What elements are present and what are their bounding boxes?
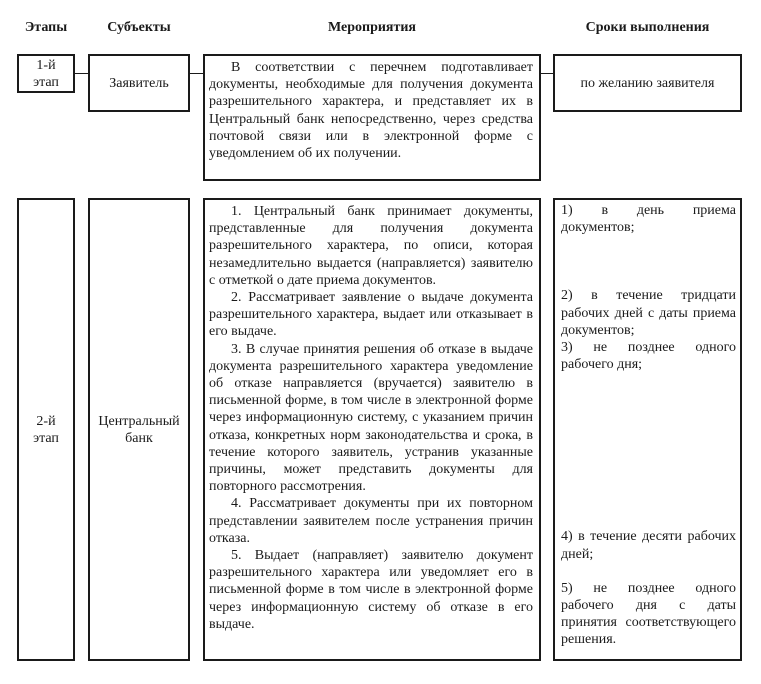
stage1-connector-3 (541, 73, 553, 74)
stage2-activity-box (203, 198, 541, 661)
stage1-activity-box (203, 54, 541, 181)
stage2-subject-box (88, 198, 190, 661)
spacer (561, 373, 736, 528)
stage2-stage-label: 2-й этап (33, 413, 59, 446)
stage1-deadline-label: по желанию заявителя (580, 75, 715, 91)
stage1-subject-box (88, 54, 190, 112)
stage2-deadline-item: 3) не позднее одного рабочего дня; (561, 340, 736, 373)
spacer (561, 563, 736, 580)
stage2-stage-box (17, 198, 75, 661)
stage2-activity-item: 5. Выдает (направляет) заявителю документ разрешительного характера или уведомляет его в письменной форме в том числе в электронной форме через информационную систему об отказе в его выдаче. (209, 548, 533, 632)
header-deadlines: Сроки выполнения (585, 20, 710, 35)
stage1-activity-text: В соответствии с перечнем подготавливает документы, необходимые для получения документа разрешительного характера, и представляет их в Центральный банк непосредственно, через средства почтовой связи или в электронной форме с уведомлением об их получении. (209, 60, 533, 162)
stage2-activity-item: 4. Рассматривает документы при их повторном представлении заявителем после устранения причин отказа. (209, 496, 533, 546)
header-subjects: Субъекты (107, 20, 171, 35)
stage1-subject-label: Заявитель (109, 75, 169, 91)
stage2-activity-item: 1. Центральный банк принимает документы, представленные для получения документа разрешительного характера, по описи, которая незамедлительно выдается (направляется) заявителю с отметкой о дате приема документов. (209, 204, 533, 288)
stage1-deadline-box (553, 54, 742, 112)
stage2-activity-item: 3. В случае принятия решения об отказе в выдаче документа разрешительного характера уведомление об отказе направляется (вручается) заявителю в письменной форме, в том числе в электронной форме через информационную систему, с указанием причин отказа, конкретных норм законодательства и срока, в течение которого заявитель, устранив указанные причины, может представить документы для повторного рассмотрения. (209, 341, 533, 495)
stage2-deadline-item: 1) в день приема документов; (561, 203, 736, 236)
stage1-connector-1 (75, 73, 88, 74)
stage1-stage-label: 1-й этап (33, 57, 59, 90)
stage1-stage-box (17, 54, 75, 93)
spacer (561, 236, 736, 287)
stage2-activity-item: 2. Рассматривает заявление о выдаче документа разрешительного характера, выдает или отказывает в его выдаче. (209, 290, 533, 340)
stage2-deadline-item: 2) в течение тридцати рабочих дней с даты приема документов; (561, 288, 736, 338)
header-activities: Мероприятия (327, 20, 417, 35)
stage2-deadline-box (553, 198, 742, 661)
stage1-connector-2 (190, 73, 203, 74)
header-stages: Этапы (24, 20, 68, 35)
stage2-subject-label: Центральный банк (98, 413, 180, 446)
stage2-deadline-item: 5) не позднее одного рабочего дня с даты принятия соответствующего решения. (561, 580, 736, 648)
stage2-deadline-item: 4) в течение десяти рабочих дней; (561, 529, 736, 562)
